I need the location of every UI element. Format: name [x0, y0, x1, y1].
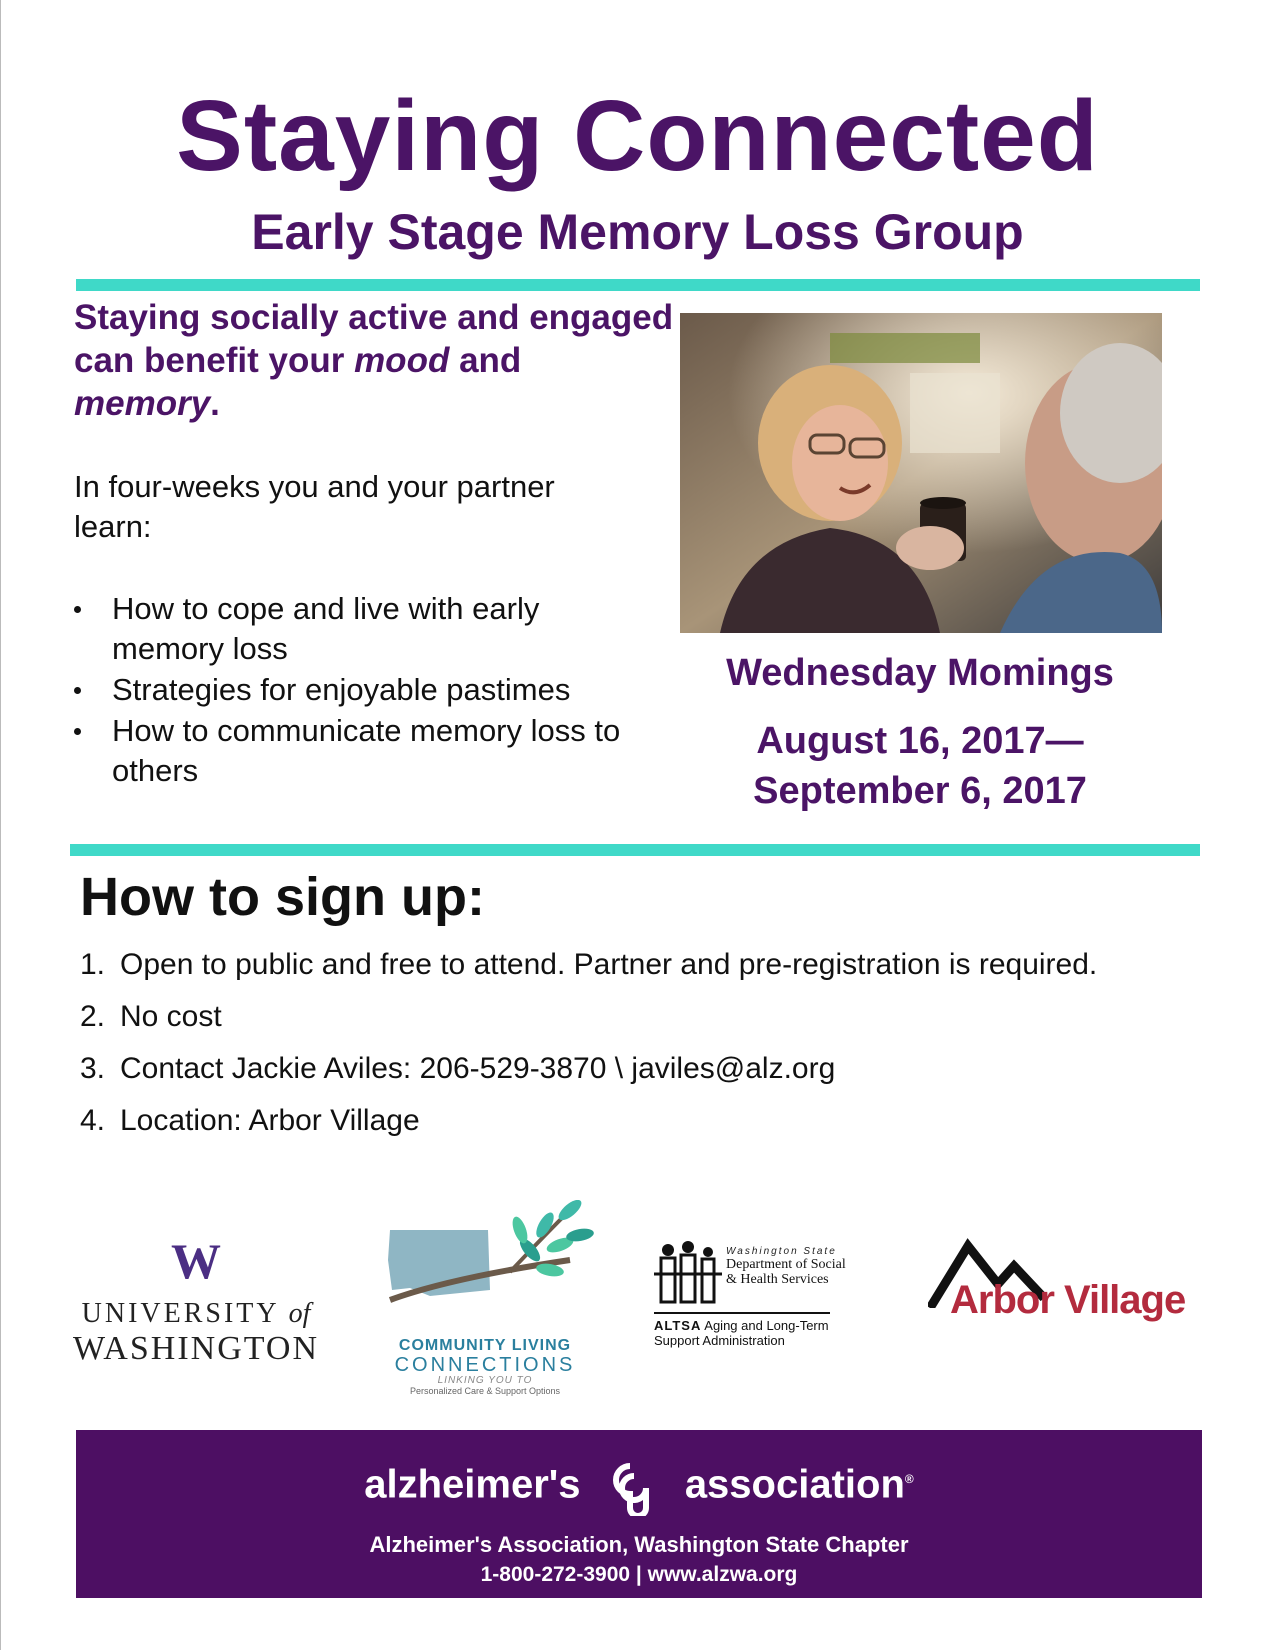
uw-line1	[66, 1298, 326, 1330]
washington-state-branch-icon	[370, 1200, 600, 1330]
list-item	[80, 1052, 1200, 1104]
meeting-dates	[660, 716, 1180, 816]
divider-top	[76, 279, 1200, 291]
signup-heading: How to sign up:	[80, 867, 485, 927]
alzheimers-association-logo	[76, 1458, 1202, 1516]
chapter-name: Alzheimer's Association, Washington State Chapter	[369, 1532, 909, 1557]
dshs-divider	[654, 1312, 830, 1314]
lead-statement	[74, 296, 674, 425]
bullet-icon	[74, 687, 81, 694]
list-item	[74, 589, 634, 669]
lead-period: .	[210, 384, 220, 423]
list-item	[80, 948, 1200, 1000]
learn-bullet-list	[74, 589, 634, 792]
lead-text: Staying socially active and engaged can benefit your	[74, 298, 674, 380]
uw-of: of	[288, 1298, 311, 1329]
list-item	[74, 670, 634, 710]
altsa-text1: Aging and Long-Term	[704, 1318, 829, 1333]
altsa-line2: Support Administration	[654, 1333, 785, 1348]
community-living-connections-logo	[370, 1200, 600, 1396]
list-item	[80, 1104, 1200, 1156]
uw-university: UNIVERSITY	[81, 1298, 279, 1329]
divider-middle	[70, 844, 1200, 856]
signup-steps	[80, 948, 1200, 1156]
dshs-text	[726, 1246, 846, 1287]
lead-emphasis-mood: mood	[354, 341, 450, 380]
step-text: Location: Arbor Village	[120, 1104, 420, 1137]
step-number: 3.	[80, 1052, 106, 1085]
uw-w-icon: W	[171, 1233, 221, 1289]
bullet-text: Strategies for enjoyable pastimes	[112, 672, 571, 707]
footer-banner	[76, 1430, 1202, 1598]
registered-mark: ®	[904, 1472, 914, 1487]
step-number: 2.	[80, 1000, 106, 1033]
bullet-icon	[74, 728, 81, 735]
step-text: Contact Jackie Aviles: 206-529-3870 \ javiles@alz.org	[120, 1052, 836, 1085]
altsa-line1	[654, 1318, 854, 1333]
alz-purple-knot-icon	[600, 1458, 666, 1516]
dshs-dept2: & Health Services	[726, 1272, 829, 1287]
dshs-state: Washington State	[726, 1246, 837, 1257]
dshs-header	[654, 1240, 854, 1306]
clc-line3: LINKING YOU TO	[437, 1375, 533, 1386]
step-text: No cost	[120, 1000, 222, 1033]
dshs-dept1: Department of Social	[726, 1257, 846, 1272]
step-text: Open to public and free to attend. Partner and pre-registration is required.	[120, 948, 1098, 981]
arbor-village-name: Arbor Village	[950, 1278, 1186, 1322]
chapter-contact: 1-800-272-3900 | www.alzwa.org	[480, 1563, 798, 1586]
family-figures-icon	[654, 1240, 722, 1306]
step-number: 1.	[80, 948, 106, 981]
uw-logo	[66, 1233, 326, 1368]
date-end: September 6, 2017	[753, 770, 1087, 812]
page-title: Staying Connected	[176, 80, 1099, 192]
bullet-icon	[74, 606, 81, 613]
page-subtitle: Early Stage Memory Loss Group	[251, 204, 1024, 260]
photo-woman-and-man-with-coffee	[680, 313, 1162, 633]
meeting-days: Wednesday Momings	[726, 652, 1114, 694]
photo-illustration	[680, 313, 1162, 633]
altsa-acronym: ALTSA	[654, 1318, 702, 1333]
uw-line2: WASHINGTON	[72, 1330, 320, 1367]
brand-right: association	[684, 1462, 905, 1507]
list-item	[80, 1000, 1200, 1052]
step-number: 4.	[80, 1104, 106, 1137]
lead-emphasis-memory: memory	[74, 384, 211, 423]
bullet-text: How to communicate memory loss to others	[112, 713, 621, 788]
list-item	[74, 711, 634, 791]
brand-left: alzheimer's	[364, 1462, 581, 1507]
clc-line2: CONNECTIONS	[394, 1354, 576, 1376]
dshs-altsa-logo	[654, 1240, 854, 1348]
lead-and: and	[459, 341, 522, 380]
clc-line1: COMMUNITY LIVING	[398, 1337, 572, 1354]
clc-line4: Personalized Care & Support Options	[409, 1386, 561, 1396]
bullet-text: How to cope and live with early memory loss	[112, 591, 540, 666]
date-start: August 16, 2017—	[756, 720, 1084, 762]
learn-intro: In four-weeks you and your partner learn:	[74, 469, 555, 544]
